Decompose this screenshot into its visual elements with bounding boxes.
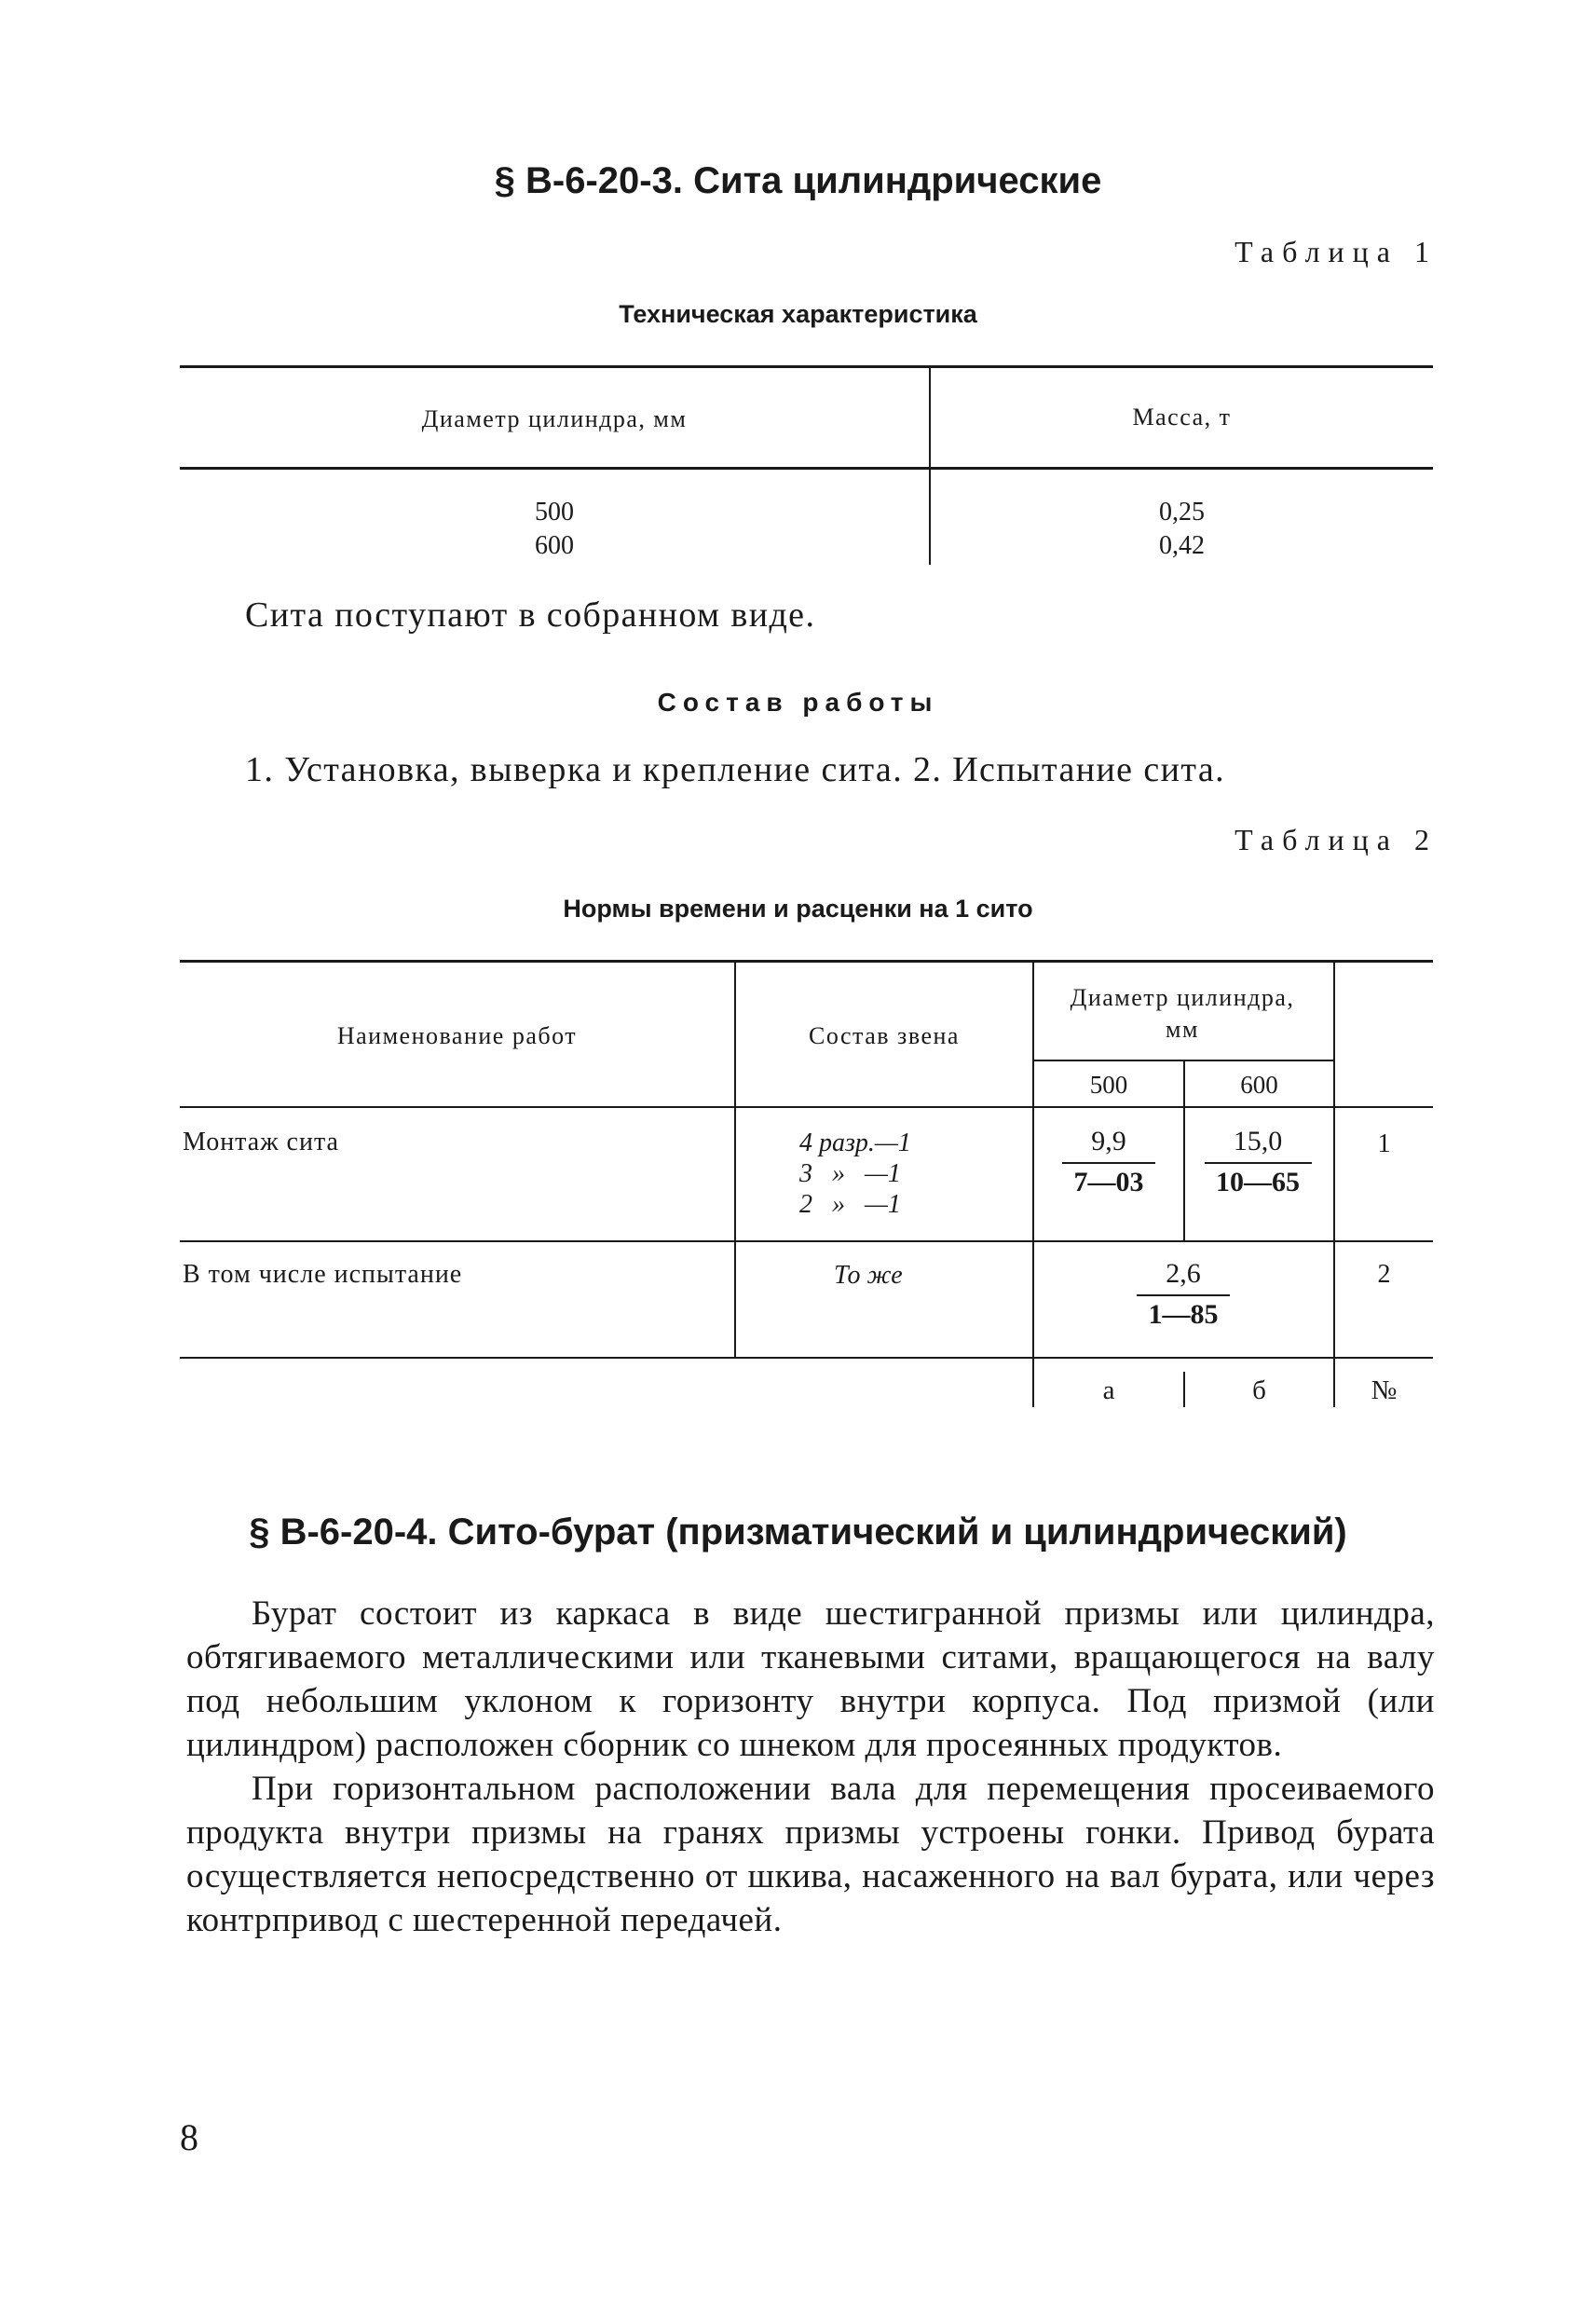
table2-row-1-crew [799, 1128, 911, 1220]
section2-body [186, 1592, 1435, 1942]
work-heading: Состав работы [657, 688, 939, 717]
fraction-bar [1062, 1162, 1155, 1164]
paragraph: Бурат состоит из каркаса в виде шестигранной призмы или цилиндра, обтягиваемого металлическими или тканевыми ситами, вращающегося на валу под небольшим уклоном к горизонту внутри корпуса. Под призмой (или цилиндром) расположен сборник со шнеком для просеянных продуктов. [186, 1594, 1435, 1764]
table2-row-1-value-500 [1053, 1126, 1165, 1198]
norm-time: 2,6 [1166, 1258, 1201, 1289]
delivery-note: Сита поступают в собранном виде. [245, 595, 816, 635]
page-number: 8 [180, 2116, 198, 2158]
table2-row-1-value-600 [1197, 1126, 1318, 1198]
table2-footer-b: б [1252, 1375, 1266, 1405]
table2-footer-a: а [1102, 1375, 1115, 1405]
work-steps: 1. Установка, выверка и крепление сита. 2. Испытание сита. [245, 750, 1225, 789]
table2-header-rule [180, 1106, 1433, 1108]
table1-header-rule [180, 467, 1433, 470]
table2-footer-number: № [1371, 1375, 1398, 1405]
crew-line: 2 » —1 [799, 1190, 901, 1219]
table2-row-2-crew [834, 1260, 903, 1291]
table1-row-1-diameter: 500 [535, 498, 574, 527]
table1-row-2-mass: 0,42 [1159, 531, 1205, 560]
table2-label: Таблица 2 [1235, 823, 1438, 856]
rate: 1—85 [1148, 1299, 1219, 1330]
table2-header-crew: Состав звена [809, 1022, 960, 1049]
norm-time: 15,0 [1233, 1126, 1283, 1156]
crew-line: 3 » —1 [799, 1159, 901, 1188]
table2-divider-diameter [1032, 962, 1034, 1407]
fraction-bar [1205, 1162, 1312, 1164]
section-title-1: § В-6-20-3. Сита цилиндрические [494, 160, 1102, 201]
table2-row-2-number: 2 [1377, 1260, 1391, 1289]
crew-line: То же [834, 1261, 903, 1290]
fraction-bar [1137, 1294, 1230, 1296]
norm-time: 9,9 [1091, 1126, 1126, 1156]
table2-row-2-value-merged [1123, 1258, 1244, 1331]
table2-header-600: 600 [1240, 1071, 1278, 1099]
rate: 7—03 [1073, 1167, 1144, 1197]
table2-row-2-name: В том числе испытание [183, 1260, 463, 1289]
table2-row-1-number: 1 [1377, 1129, 1391, 1158]
table2-row-1-name: Монтаж сита [183, 1128, 339, 1156]
table1-row-1-mass: 0,25 [1159, 498, 1205, 527]
section-title-2: § В-6-20-4. Сито-бурат (призматический и цилиндрический) [249, 1512, 1347, 1553]
table2-header-name: Наименование работ [336, 1022, 578, 1049]
table1-header-mass: Масса, т [1132, 404, 1232, 431]
rate: 10—65 [1216, 1167, 1300, 1197]
table2-caption: Нормы времени и расценки на 1 сито [563, 895, 1033, 923]
table1-header-diameter: Диаметр цилиндра, мм [421, 405, 688, 432]
crew-line: 4 разр.—1 [799, 1129, 911, 1157]
table2-header-diameter: Диаметр цилиндра, мм [1070, 984, 1295, 1043]
table1-top-rule [180, 365, 1433, 368]
table2-header-500: 500 [1089, 1071, 1128, 1099]
paragraph: При горизонтальном расположении вала для перемещения просеиваемого продукта внутри призмы на гранях призмы устроены гонки. Привод бурата осуществляется непосредственно от шкива, насаженного на вал бурата, или через контрпривод с шестеренной передачей. [186, 1770, 1435, 1939]
table2-top-rule [180, 960, 1433, 963]
table2-divider-number [1333, 962, 1335, 1407]
table1-label: Таблица 1 [1235, 235, 1438, 268]
table1-row-2-diameter: 600 [535, 531, 574, 560]
table2-row2-rule [180, 1357, 1433, 1359]
table2-row1-rule [180, 1240, 1433, 1242]
table1-caption: Техническая характеристика [619, 300, 977, 328]
